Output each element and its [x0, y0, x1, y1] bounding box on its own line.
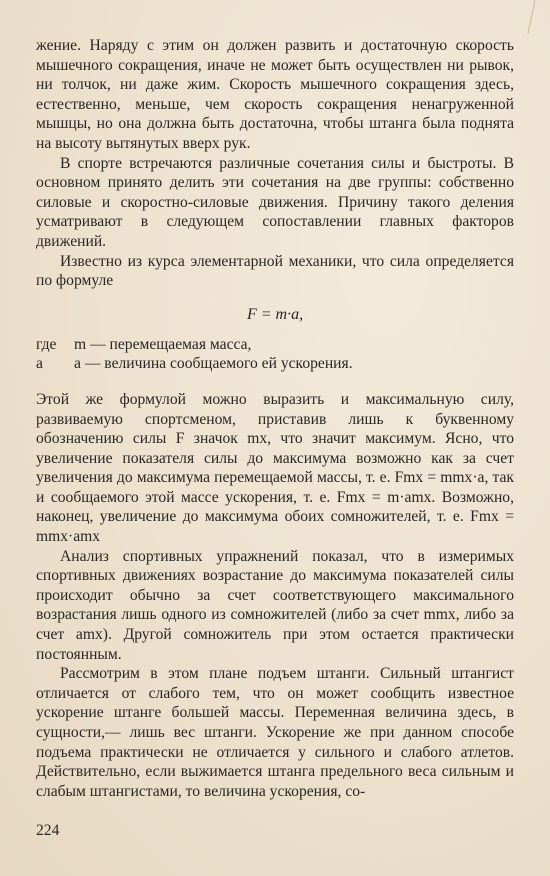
force-formula: F = m·a,	[246, 305, 304, 323]
paragraph-6: Рассмотрим в этом плане подъем штанги. Сильный штангист отличается от слабого тем, что он может сообщить известное ускорение штанге большей массы. Переменная величина здесь, в сущности,— лишь вес штанги. Ускорение же при данном способе подъема практически не отличается у сильного и слабого атлетов. Действительно, если выжимается штанга предельного веса сильным и слабым штангистами, то величина ускорения, со-	[36, 665, 514, 800]
definition-text: m — перемещаемая масса,	[74, 335, 252, 353]
definition-row	[36, 354, 514, 374]
definition-text: a — величина сообщаемого ей ускорения.	[74, 355, 353, 373]
paragraph-1: жение. Наряду с этим он должен развить и достаточную скорость мышечного сокращения, иначе не может быть осуществлен ни рывок, ни толчок, ни даже жим. Скорость мышечного сокращения здесь, естественно, меньше, чем скорость сокращения ненагруженной мышцы, но она должна быть достаточна, чтобы штанга была поднята на высоту вытянутых вверх рук.	[36, 37, 514, 152]
definition-lead: а	[36, 355, 43, 373]
definition-row	[36, 335, 514, 355]
paragraph-4: Этой же формулой можно выразить и максимальную силу, развиваемую спортсменом, приставив лишь к буквенному обозначению силы F значок mx, что значит максимум. Ясно, что увеличение показателя силы до максимума возможно как за счет увеличения до максимума перемещаемой массы, т. е. Fmx = mmx·a, так и сообщаемого этой массе ускорения, т. е. Fmx = m·amx. Возможно, наконец, увеличение до максимума обоих сомножителей, т. е. Fmx = mmx·amx	[36, 390, 514, 546]
book-page-text	[36, 36, 514, 801]
page-fold-line	[527, 0, 535, 33]
paragraph-5: Анализ спортивных упражнений показал, что в измеримых спортивных движениях возрастание до максимума показателей силы происходит обычно за счет соответствующего максимального возрастания лишь одного из сомножителей (либо за счет mmx, либо за счет amx). Другой сомножитель при этом остается практически постоянным.	[36, 547, 514, 663]
paragraph-2: В спорте встречаются различные сочетания силы и быстроты. В основном принято делить эти сочетания на две группы: собственно силовые и скоростно-силовые движения. Причину такого деления усматривают в следующем сопоставлении главных факторов движений.	[36, 154, 514, 250]
page-number: 224	[36, 822, 60, 839]
paragraph-3: Известно из курса элементарной механики, что сила определяется по формуле	[36, 252, 514, 290]
formula-definitions	[36, 335, 514, 374]
definition-lead: где	[36, 335, 57, 353]
